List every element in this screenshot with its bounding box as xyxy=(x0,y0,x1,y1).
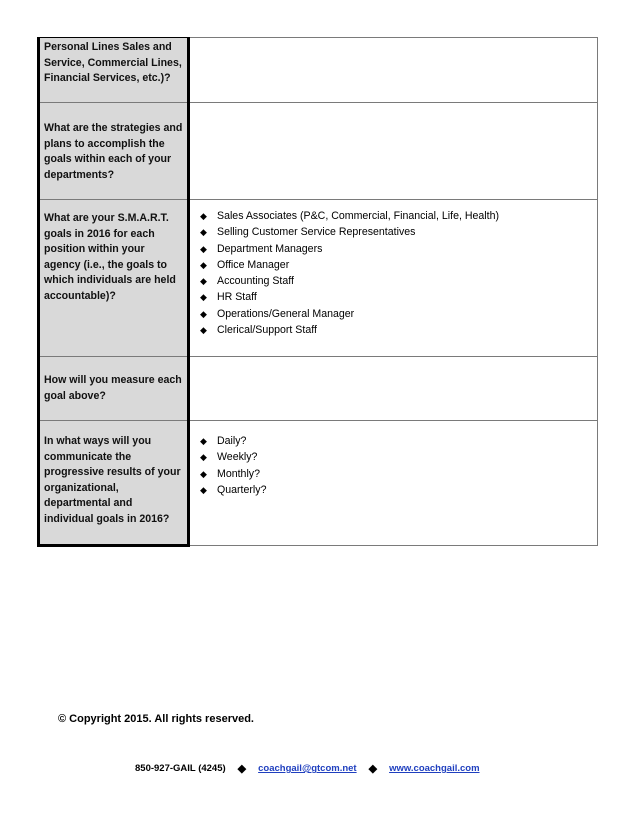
list-item: ◆ HR Staff xyxy=(200,289,597,305)
question-cell xyxy=(39,421,189,546)
diamond-bullet-icon: ◆ xyxy=(200,452,207,463)
question-cell xyxy=(39,38,189,103)
table-row xyxy=(39,200,598,357)
answer-cell xyxy=(189,38,598,103)
question-cell xyxy=(39,103,189,200)
question-cell xyxy=(39,357,189,421)
list-item: ◆ Weekly? xyxy=(200,449,597,465)
table-row xyxy=(39,421,598,546)
answer-cell xyxy=(189,421,598,546)
diamond-bullet-icon: ◆ xyxy=(200,243,207,254)
list-item: ◆ Operations/General Manager xyxy=(200,306,597,322)
phone-number: 850-927-GAIL (4245) xyxy=(135,763,226,774)
list-item: ◆ Daily? xyxy=(200,433,597,449)
diamond-bullet-icon: ◆ xyxy=(200,468,207,479)
diamond-bullet-icon: ◆ xyxy=(200,211,207,221)
question-text: Personal Lines Sales and Service, Commercial Lines, Financial Services, etc.)? xyxy=(44,41,182,84)
list-item: ◆ Selling Customer Service Representatives xyxy=(200,224,597,240)
diamond-separator-icon: ◆ xyxy=(237,763,247,775)
diamond-bullet-icon: ◆ xyxy=(200,292,207,303)
questions-table xyxy=(37,37,598,547)
diamond-bullet-icon: ◆ xyxy=(200,325,207,336)
diamond-separator-icon: ◆ xyxy=(368,763,378,775)
list-item: ◆ Quarterly? xyxy=(200,482,597,498)
answer-cell xyxy=(189,103,598,200)
answer-cell xyxy=(189,357,598,421)
question-text: What are the strategies and plans to accomplish the goals within each of your departments? xyxy=(44,122,183,181)
table-row xyxy=(39,103,598,200)
list-item: ◆ Office Manager xyxy=(200,257,597,273)
diamond-bullet-icon: ◆ xyxy=(200,436,207,446)
question-text: How will you measure each goal above? xyxy=(44,374,182,402)
list-item: ◆ Accounting Staff xyxy=(200,273,597,289)
question-cell xyxy=(39,200,189,357)
question-text: In what ways will you communicate the progressive results of your organizational, departmental and individual goals in 2016? xyxy=(44,435,181,525)
diamond-bullet-icon: ◆ xyxy=(200,276,207,287)
email-link[interactable]: coachgail@gtcom.net xyxy=(258,763,357,774)
contact-footer xyxy=(135,762,480,775)
table-row xyxy=(39,357,598,421)
position-list xyxy=(190,200,597,338)
copyright-notice: © Copyright 2015. All rights reserved. xyxy=(58,713,254,725)
question-text: What are your S.M.A.R.T. goals in 2016 for each position within your agency (i.e., the goals to which individuals are held accountable)? xyxy=(44,212,176,302)
diamond-bullet-icon: ◆ xyxy=(200,484,207,495)
diamond-bullet-icon: ◆ xyxy=(200,308,207,319)
list-item: ◆ Sales Associates (P&C, Commercial, Financial, Life, Health) xyxy=(200,208,597,224)
list-item: ◆ Monthly? xyxy=(200,466,597,482)
diamond-bullet-icon: ◆ xyxy=(200,259,207,270)
answer-cell xyxy=(189,200,598,357)
frequency-list xyxy=(190,421,597,498)
list-item: ◆ Department Managers xyxy=(200,241,597,257)
list-item: ◆ Clerical/Support Staff xyxy=(200,322,597,338)
table-row xyxy=(39,38,598,103)
diamond-bullet-icon: ◆ xyxy=(200,227,207,238)
website-link[interactable]: www.coachgail.com xyxy=(389,763,480,774)
